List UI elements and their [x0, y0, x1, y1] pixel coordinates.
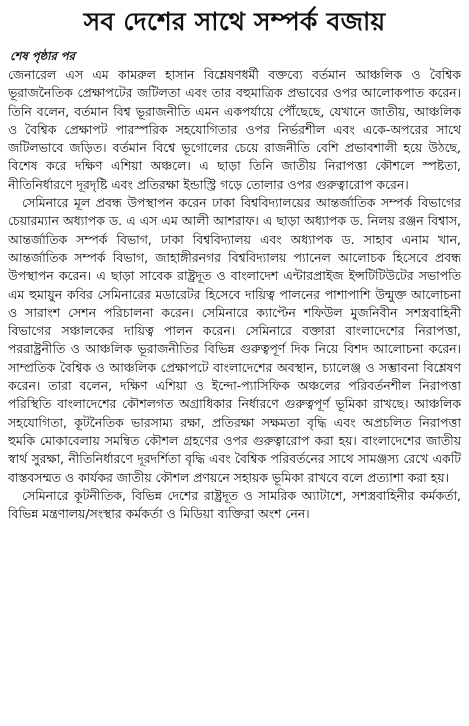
continued-from-label: শেষ পৃষ্ঠার পর	[10, 49, 75, 63]
article-paragraph-1: জেনারেল এস এম কামরুল হাসান বিশ্লেষণধর্মী বক্তব্যে বর্তমান আঞ্চলিক ও বৈশ্বিক ভূরাজনৈতিক প্রেক্ষাপটের জটিলতা এবং তার বহুমাত্রিক প্রভাবের ওপর আলোকপাত করেন। তিনি বলেন, বর্তমান বিশ্ব ভূরাজনীতি এমন একপর্যায়ে পৌঁছেছে, যেখানে জাতীয়, আঞ্চলিক ও বৈশ্বিক প্রেক্ষাপট পারস্পরিক সহযোগিতার ওপর নির্ভরশীল এবং একে-অপরের সাথে জটিলভাবে জড়িত। বর্তমান বিশ্বে ভূগোলের চেয়ে রাজনীতি বেশি প্রভাবশালী হয়ে উঠছে, বিশেষ করে দক্ষিণ এশিয়া অঞ্চলে। এ ছাড়া তিনি জাতীয় নিরাপত্তা কৌশলে স্পষ্টতা, নীতিনির্ধারণে দূরদৃষ্টি এবং প্রতিরক্ষা ইন্ডাস্ট্রি গড়ে তোলার ওপর গুরুত্বারোপ করেন।	[8, 67, 461, 192]
article-paragraph-2: সেমিনারে মূল প্রবন্ধ উপস্থাপন করেন ঢাকা বিশ্ববিদ্যালয়ের আন্তর্জাতিক সম্পর্ক বিভাগের চেয়ারম্যান অধ্যাপক ড. এ এস এম আলী আশরাফ। এ ছাড়া অধ্যাপক ড. নিলয় রঞ্জন বিশ্বাস, আন্তর্জাতিক সম্পর্ক বিভাগ, ঢাকা বিশ্ববিদ্যালয় এবং অধ্যাপক ড. সাহাব এনাম খান, আন্তর্জাতিক সম্পর্ক বিভাগ, জাহাঙ্গীরনগর বিশ্ববিদ্যালয় প্যানেল আলোচক হিসেবে প্রবন্ধ উপস্থাপন করেন। এ ছাড়া সাবেক রাষ্ট্রদূত ও বাংলাদেশ এন্টারপ্রাইজ ইন্সটিটিউটের সভাপতি এম হুমায়ুন কবির সেমিনারের মডারেটর হিসেবে দায়িত্ব পালনের পাশাপাশি উন্মুক্ত আলোচনা ও সারাংশ সেশন পরিচালনা করেন। সেমিনারে ক্যাপ্টেন শফিউল মুজনিবীন সশস্ত্রবাহিনী বিভাগের সঞ্চালকের দায়িত্ব পালন করেন। সেমিনারে বক্তারা বাংলাদেশের নিরাপত্তা, পররাষ্ট্রনীতি ও আঞ্চলিক ভূরাজনীতির বিভিন্ন গুরুত্বপূর্ণ দিক নিয়ে বিশদ আলোচনা করেন। সাম্প্রতিক বৈশ্বিক ও আঞ্চলিক প্রেক্ষাপটে বাংলাদেশের অবস্থান, চ্যালেঞ্জ ও সম্ভাবনা বিশ্লেষণ করেন। তারা বলেন, দক্ষিণ এশিয়া ও ইন্দো-প্যাসিফিক অঞ্চলের পরিবর্তনশীল নিরাপত্তা পরিস্থিতি বাংলাদেশের কৌশলগত অগ্রাধিকার নির্ধারণে গুরুত্বপূর্ণ ভূমিকা রাখছে। আঞ্চলিক সহযোগিতা, কূটনৈতিক ভারসাম্য রক্ষা, প্রতিরক্ষা সক্ষমতা বৃদ্ধি এবং অপ্রচলিত নিরাপত্তা হুমকি মোকাবেলায় সমন্বিত কৌশল গ্রহণের ওপর গুরুত্বারোপ করা হয়। বাংলাদেশের জাতীয় স্বার্থ সুরক্ষা, নীতিনির্ধারণে দূরদর্শিতা বৃদ্ধি এবং বৈশ্বিক পরিবর্তনের সাথে সামঞ্জস্য রেখে একটি বাস্তবসম্মত ও কার্যকর জাতীয় কৌশল প্রণয়নে সহায়ক ভূমিকা রাখবে বলে প্রত্যাশা করা হয়।	[8, 195, 461, 485]
article-headline: সব দেশের সাথে সম্পর্ক বজায়	[83, 7, 386, 36]
article-paragraph-3: সেমিনারে কূটনীতিক, বিভিন্ন দেশের রাষ্ট্রদূত ও সামরিক অ্যাটাশে, সশস্ত্রবাহিনীর কর্মকর্তা, বিভিন্ন মন্ত্রণালয়/সংস্থার কর্মকর্তা ও মিডিয়া ব্যক্তিরা অংশ নেন।	[8, 487, 461, 522]
